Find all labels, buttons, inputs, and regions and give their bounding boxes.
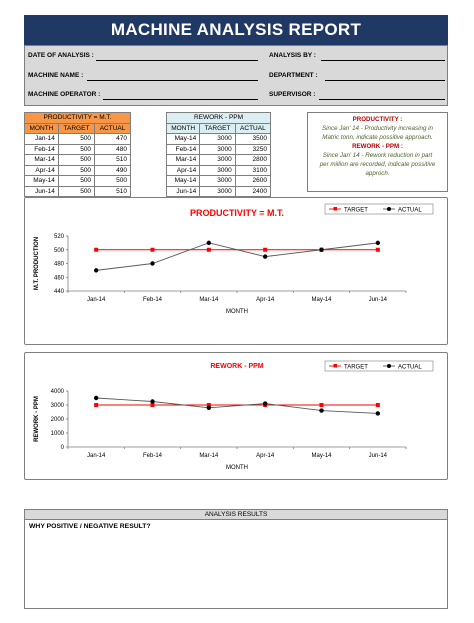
data-point-target bbox=[151, 248, 155, 252]
x-axis-label: MONTH bbox=[226, 465, 248, 471]
data-point-target bbox=[376, 403, 380, 407]
x-tick-label: Feb-14 bbox=[142, 453, 163, 459]
date-field[interactable] bbox=[96, 60, 258, 61]
actual-cell: 500 bbox=[95, 176, 131, 187]
y-tick-label: 0 bbox=[60, 445, 64, 451]
month-cell: May-14 bbox=[167, 134, 200, 145]
info-row-machine bbox=[25, 70, 447, 84]
x-tick-label: Jan-14 bbox=[86, 453, 106, 459]
x-axis-label: MONTH bbox=[226, 309, 248, 315]
data-point-actual bbox=[376, 241, 380, 245]
actual-cell: 470 bbox=[95, 134, 131, 145]
month-cell: Jun-14 bbox=[167, 186, 200, 197]
y-tick-label: 520 bbox=[53, 234, 64, 240]
data-point-actual bbox=[94, 396, 98, 400]
target-cell: 500 bbox=[58, 144, 94, 155]
results-question: WHY POSITIVE / NEGATIVE RESULT? bbox=[29, 523, 151, 530]
rework-note-heading: REWORK - PPM : bbox=[352, 143, 403, 150]
chart-title: PRODUCTIVITY = M.T. bbox=[189, 208, 285, 218]
data-point-actual bbox=[94, 268, 98, 272]
month-cell: Feb-14 bbox=[25, 144, 59, 155]
y-axis-label: REWORK - PPM bbox=[34, 396, 40, 442]
x-tick-label: Apr-14 bbox=[256, 297, 275, 303]
department-label: DEPARTMENT : bbox=[269, 72, 318, 79]
department-field[interactable] bbox=[325, 80, 445, 81]
x-tick-label: Jun-14 bbox=[368, 453, 388, 459]
column-header: MONTH bbox=[25, 123, 59, 134]
y-tick-label: 480 bbox=[53, 261, 64, 268]
info-row-operator bbox=[25, 89, 447, 103]
x-tick-label: Feb-14 bbox=[142, 297, 163, 303]
target-cell: 500 bbox=[58, 165, 94, 176]
x-tick-label: Jan-14 bbox=[86, 297, 106, 303]
table-row bbox=[25, 176, 131, 187]
productivity-note-line: Since Jan' 14 - Productivity increasing in bbox=[322, 125, 433, 132]
productivity-note-line: Matric tonn, indicate possitive approach. bbox=[322, 134, 433, 141]
analysis-results bbox=[24, 509, 448, 609]
table-row bbox=[25, 155, 131, 166]
y-tick-label: 1000 bbox=[50, 431, 64, 437]
month-cell: Apr-14 bbox=[25, 165, 59, 176]
target-cell: 3000 bbox=[200, 186, 235, 197]
actual-cell: 510 bbox=[95, 186, 131, 197]
supervisor-field[interactable] bbox=[319, 99, 445, 100]
data-point-actual bbox=[319, 248, 323, 252]
analysis-by-label: ANALYSIS BY : bbox=[269, 52, 316, 59]
month-cell: Jun-14 bbox=[25, 186, 59, 197]
data-point-actual bbox=[263, 254, 267, 258]
actual-cell: 490 bbox=[95, 165, 131, 176]
productivity-chart-svg bbox=[25, 198, 449, 346]
table-row bbox=[25, 186, 131, 197]
data-point-actual bbox=[376, 411, 380, 415]
table-row bbox=[25, 144, 131, 155]
table-row bbox=[167, 144, 271, 155]
report-info-box bbox=[24, 45, 448, 106]
rework-table-caption: REWORK - PPM bbox=[167, 113, 271, 124]
x-tick-label: Mar-14 bbox=[199, 297, 219, 303]
target-cell: 3000 bbox=[200, 165, 235, 176]
data-point-actual bbox=[319, 408, 323, 412]
chart-legend bbox=[325, 204, 433, 214]
data-point-actual bbox=[263, 401, 267, 405]
legend-marker bbox=[334, 364, 338, 368]
actual-cell: 2600 bbox=[235, 176, 270, 187]
target-cell: 500 bbox=[58, 176, 94, 187]
month-cell: Feb-14 bbox=[167, 144, 200, 155]
table-row bbox=[167, 134, 271, 145]
x-tick-label: May-14 bbox=[311, 453, 332, 459]
target-cell: 500 bbox=[58, 186, 94, 197]
actual-cell: 3250 bbox=[235, 144, 270, 155]
month-cell: Jan-14 bbox=[25, 134, 59, 145]
y-tick-label: 3000 bbox=[50, 403, 64, 409]
data-point-target bbox=[94, 248, 98, 252]
rework-note-line: per million are recorded, indicate possitive bbox=[319, 161, 436, 168]
data-point-target bbox=[94, 403, 98, 407]
x-tick-label: Apr-14 bbox=[256, 453, 275, 459]
month-cell: Mar-14 bbox=[167, 155, 200, 166]
data-point-target bbox=[320, 403, 324, 407]
legend-marker bbox=[387, 364, 391, 368]
target-cell: 500 bbox=[58, 134, 94, 145]
actual-cell: 510 bbox=[95, 155, 131, 166]
actual-cell: 3100 bbox=[235, 165, 270, 176]
target-cell: 3000 bbox=[200, 134, 235, 145]
target-cell: 3000 bbox=[200, 144, 235, 155]
actual-cell: 480 bbox=[95, 144, 131, 155]
rework-chart bbox=[24, 352, 448, 480]
y-tick-label: 2000 bbox=[50, 417, 64, 423]
data-point-actual bbox=[150, 399, 154, 403]
y-tick-label: 460 bbox=[53, 275, 64, 282]
chart-legend bbox=[325, 361, 433, 371]
legend-label: TARGET bbox=[344, 364, 368, 371]
table-row bbox=[167, 186, 271, 197]
date-label: DATE OF ANALYSIS : bbox=[28, 52, 94, 59]
target-cell: 3000 bbox=[200, 155, 235, 166]
operator-label: MACHINE OPERATOR : bbox=[28, 91, 101, 98]
target-cell: 500 bbox=[58, 155, 94, 166]
operator-field[interactable] bbox=[103, 99, 258, 100]
y-tick-label: 4000 bbox=[50, 389, 64, 395]
legend-label: ACTUAL bbox=[398, 364, 422, 371]
legend-label: TARGET bbox=[344, 207, 368, 214]
data-point-actual bbox=[207, 241, 211, 245]
chart-title: REWORK - PPM bbox=[210, 363, 264, 370]
table-row bbox=[25, 134, 131, 145]
actual-cell: 3500 bbox=[235, 134, 270, 145]
x-tick-label: Mar-14 bbox=[199, 453, 219, 459]
x-tick-label: Jun-14 bbox=[368, 297, 388, 303]
actual-cell: 2400 bbox=[235, 186, 270, 197]
table-row bbox=[25, 165, 131, 176]
data-point-actual bbox=[150, 261, 154, 265]
rework-note-line: Since Jan' 14 - Rework reduction in part bbox=[322, 152, 433, 159]
data-point-actual bbox=[207, 406, 211, 410]
legend-marker bbox=[334, 207, 338, 211]
column-header: TARGET bbox=[200, 123, 235, 134]
series-line-actual bbox=[96, 398, 378, 413]
data-point-target bbox=[263, 248, 267, 252]
actual-cell: 2800 bbox=[235, 155, 270, 166]
column-header: MONTH bbox=[167, 123, 200, 134]
month-cell: May-14 bbox=[167, 176, 200, 187]
table-row bbox=[167, 176, 271, 187]
data-point-target bbox=[376, 248, 380, 252]
column-header: ACTUAL bbox=[95, 123, 131, 134]
analysis-results-header: ANALYSIS RESULTS bbox=[25, 510, 447, 520]
productivity-note-heading: PRODUCTIVITY : bbox=[352, 116, 403, 123]
machine-name-field[interactable] bbox=[87, 80, 258, 81]
rework-chart-svg bbox=[25, 353, 449, 481]
x-tick-label: May-14 bbox=[311, 297, 332, 303]
machine-name-label: MACHINE NAME : bbox=[28, 72, 84, 79]
column-header: TARGET bbox=[58, 123, 94, 134]
y-axis-label: M.T. PRODUCTION bbox=[34, 236, 40, 291]
table-row bbox=[167, 155, 271, 166]
column-header: ACTUAL bbox=[235, 123, 270, 134]
series-line-actual bbox=[96, 243, 378, 271]
legend-label: ACTUAL bbox=[398, 207, 422, 214]
y-tick-label: 440 bbox=[53, 289, 64, 295]
report-title: MACHINE ANALYSIS REPORT bbox=[24, 15, 448, 45]
info-row-date bbox=[25, 50, 447, 64]
productivity-chart bbox=[24, 197, 448, 345]
legend-marker bbox=[387, 207, 391, 211]
rework-note-line: approch. bbox=[365, 170, 390, 177]
observations-note bbox=[307, 112, 448, 192]
supervisor-label: SUPERVISOR : bbox=[269, 91, 316, 98]
month-cell: May-14 bbox=[25, 176, 59, 187]
rework-table bbox=[166, 112, 271, 197]
y-tick-label: 500 bbox=[53, 247, 64, 254]
data-point-target bbox=[207, 248, 211, 252]
productivity-table bbox=[24, 112, 131, 197]
table-row bbox=[167, 165, 271, 176]
target-cell: 3000 bbox=[200, 176, 235, 187]
productivity-table-caption: PRODUCTIVITY = M.T. bbox=[25, 113, 131, 124]
month-cell: Mar-14 bbox=[25, 155, 59, 166]
analysis-by-field[interactable] bbox=[321, 60, 445, 61]
month-cell: Apr-14 bbox=[167, 165, 200, 176]
